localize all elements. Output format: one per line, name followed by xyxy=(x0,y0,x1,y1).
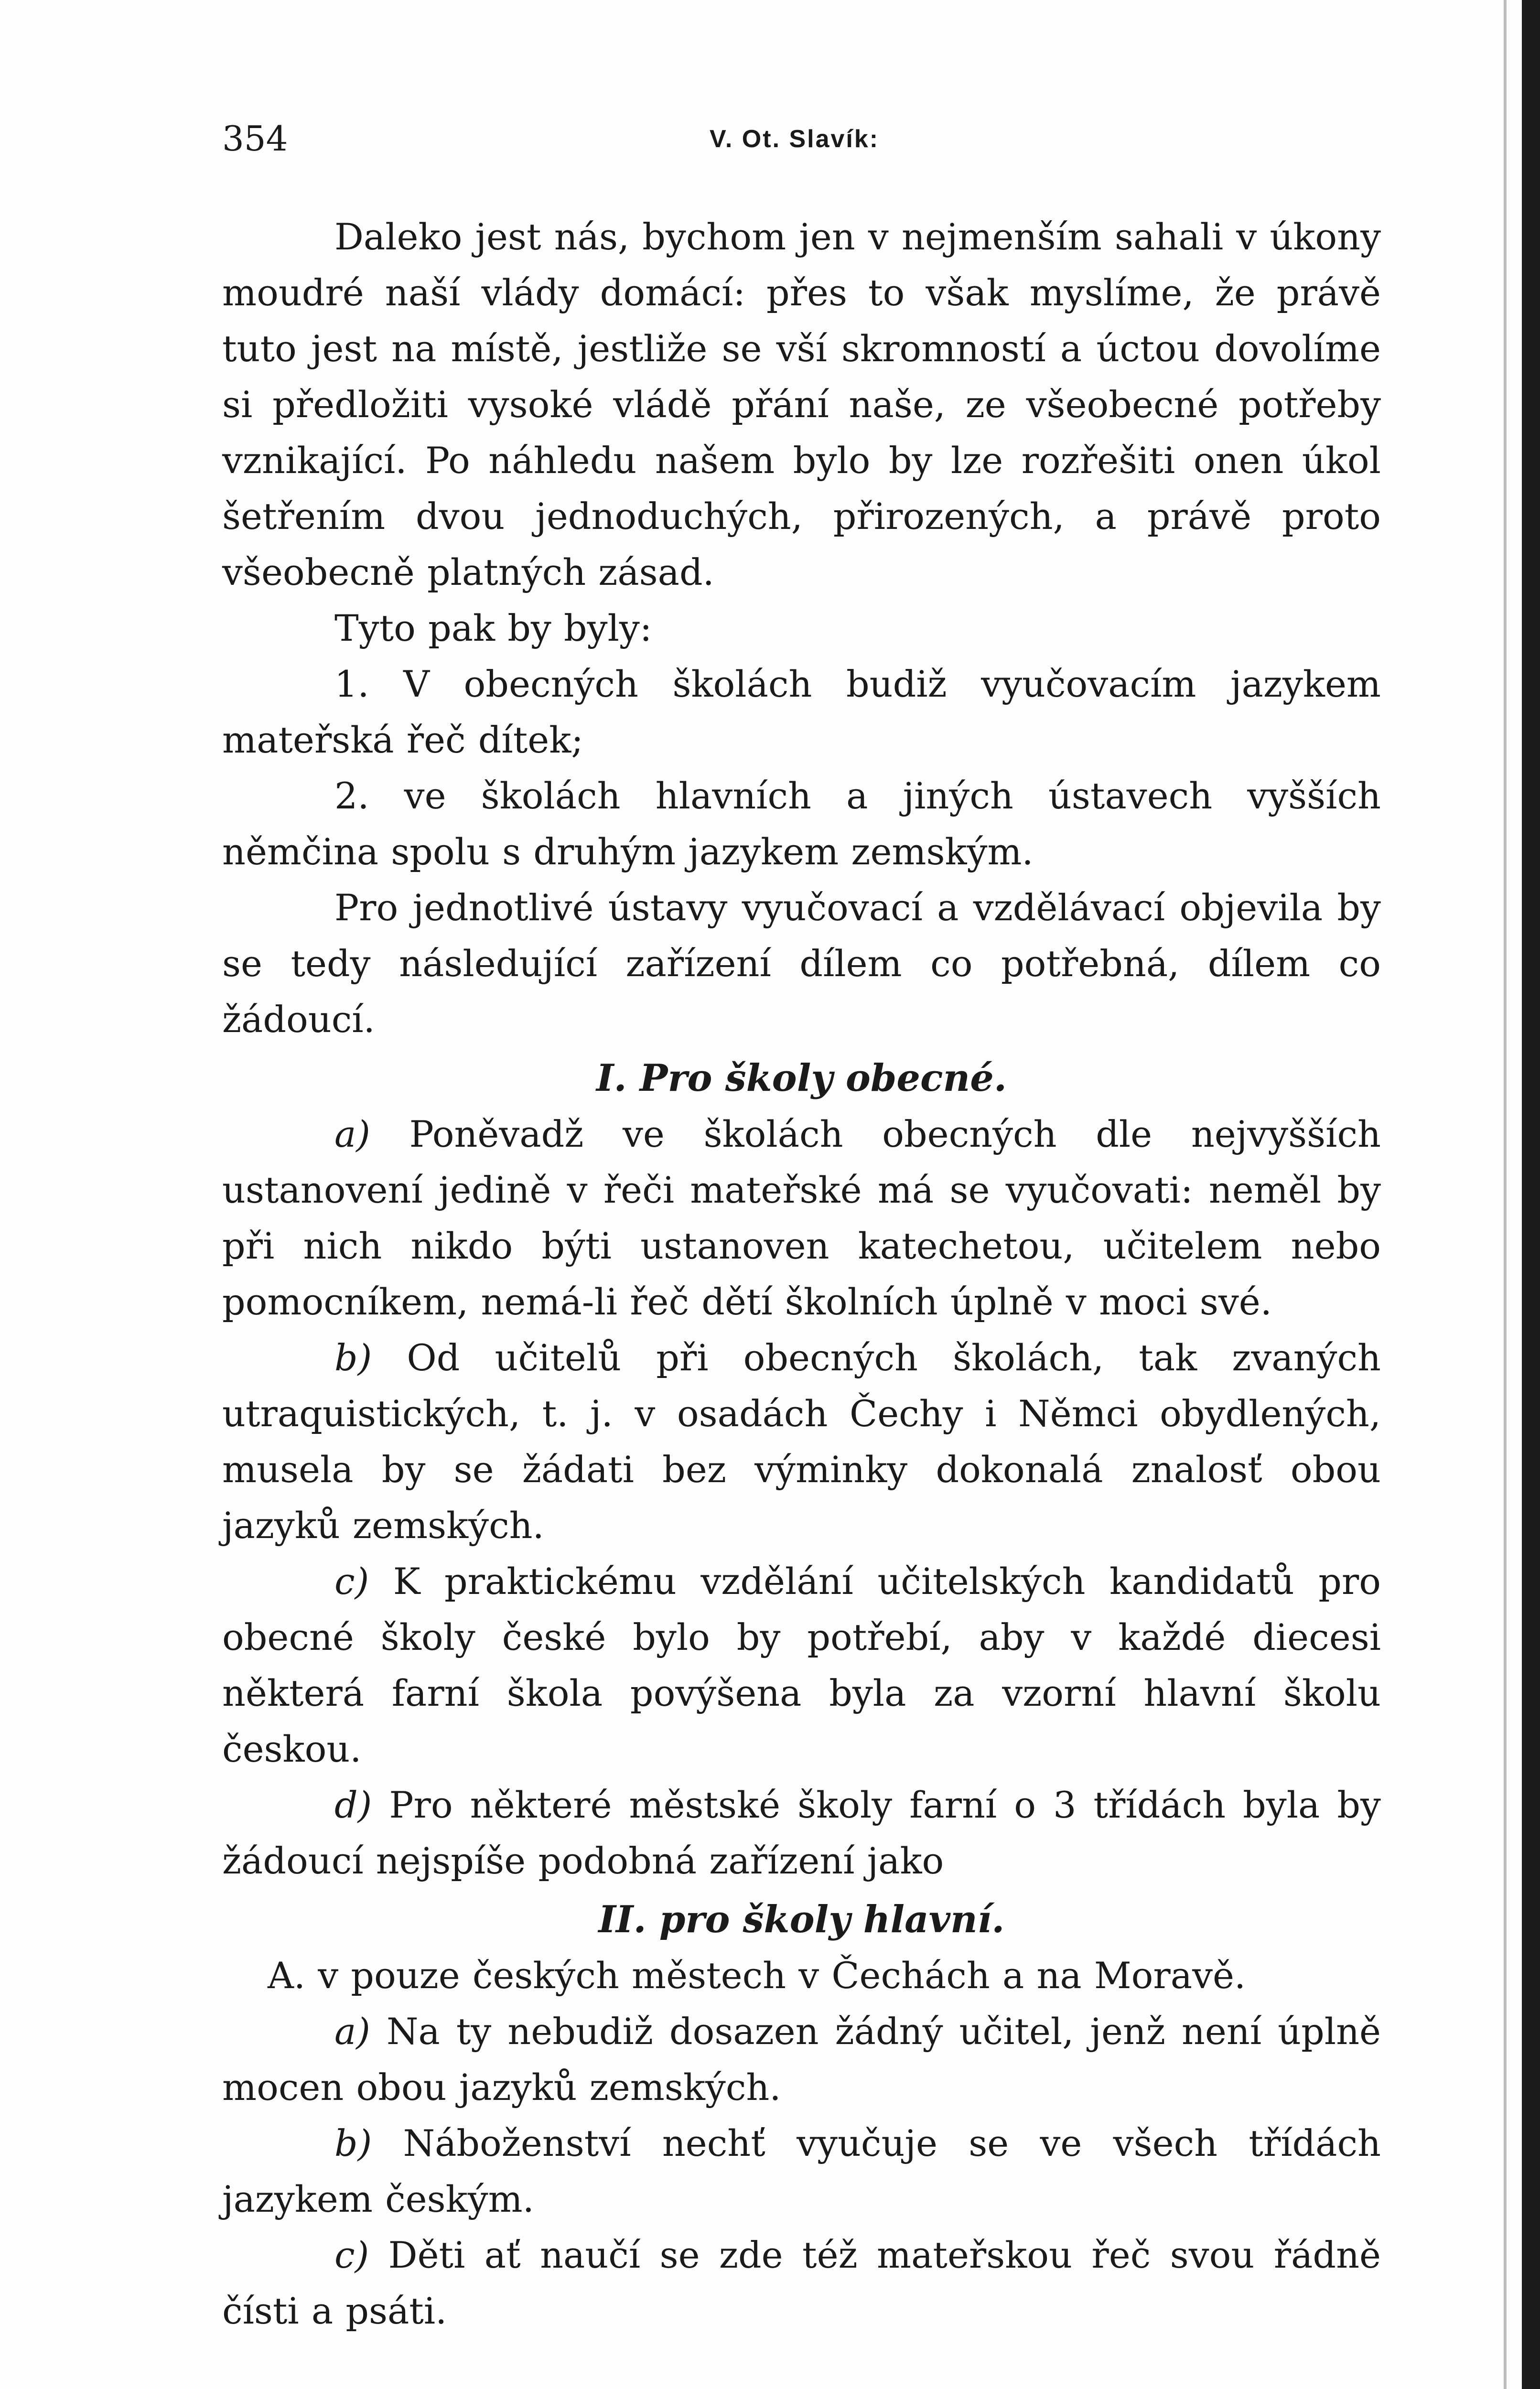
item-text: Pro některé městské školy farní o 3 třídách byla by žádoucí nejspíše podobná zařízení jako xyxy=(222,1784,1381,1882)
page-header xyxy=(222,110,1381,167)
principle-2: 2. ve školách hlavních a jiných ústavech vyšších němčina spolu s druhým jazykem zemským. xyxy=(222,775,1381,873)
item-text: Poněvadž ve školách obecných dle nejvyšších ustanovení jedině v řeči mateřské má se vyučovati: neměl by při nich nikdo býti ustanoven katechetou, učitelem nebo pomocníkem, nemá-li řeč dětí školních úplně v moci své. xyxy=(222,1113,1381,1323)
intro-paragraph-2: Tyto pak by byly: xyxy=(334,607,652,649)
item-text: Děti ať naučí se zde též mateřskou řeč svou řádně čísti a psáti. xyxy=(222,2234,1381,2332)
scan-edge xyxy=(1522,0,1540,2389)
intro-paragraph-3: Pro jednotlivé ústavy vyučovací a vzdělávací objevila by se tedy následující zařízení dílem co potřebná, dílem co žádoucí. xyxy=(222,886,1381,1041)
section-1-item-a xyxy=(222,1106,1381,1330)
section-2-heading: II. pro školy hlavní. xyxy=(598,1898,1005,1941)
item-label: b) xyxy=(334,1336,372,1379)
principle-1: 1. V obecných školách budiž vyučovacím jazykem mateřská řeč dítek; xyxy=(222,663,1381,761)
item-label: a) xyxy=(334,1113,370,1155)
item-label: c) xyxy=(334,1560,369,1603)
scan-edge-line xyxy=(1504,0,1507,2389)
item-text: Náboženství nechť vyučuje se ve všech třídách jazykem českým. xyxy=(222,2122,1381,2220)
section-1-item-c xyxy=(222,1553,1381,1777)
item-label: a) xyxy=(334,2010,370,2053)
section-1-heading: I. Pro školy obecné. xyxy=(596,1056,1007,1100)
item-text: K praktickému vzdělání učitelských kandidatů pro obecné školy české bylo by potřebí, aby v každé diecesi některá farní škola povýšena byla za vzorní hlavní školu českou. xyxy=(222,1560,1381,1770)
item-label: c) xyxy=(334,2234,369,2276)
section-2-item-c xyxy=(222,2227,1381,2339)
body-text xyxy=(222,209,1381,2339)
section-2-item-b xyxy=(222,2115,1381,2227)
section-1-item-d xyxy=(222,1777,1381,1889)
item-label: b) xyxy=(334,2122,372,2164)
item-text: Na ty nebudiž dosazen žádný učitel, jenž není úplně mocen obou jazyků zemských. xyxy=(222,2010,1381,2109)
page-number: 354 xyxy=(222,118,288,159)
section-2-subheading: A. v pouze českých městech v Čechách a na Moravě. xyxy=(268,1954,1246,1997)
intro-paragraph: Daleko jest nás, bychom jen v nejmenším sahali v úkony moudré naší vlády domácí: přes to však myslíme, že právě tuto jest na místě, jestliže se vší skromností a úctou dovolíme si předložiti vysoké vládě přání naše, ze všeobecné potřeby vznikající. Po náhledu našem bylo by lze rozřešiti onen úkol šetřením dvou jednoduchých, přirozených, a právě proto všeobecně platných zásad. xyxy=(222,215,1381,593)
section-1-item-b xyxy=(222,1330,1381,1553)
item-label: d) xyxy=(334,1784,372,1826)
section-2-item-a xyxy=(222,2003,1381,2115)
item-text: Od učitelů při obecných školách, tak zvaných utraquistických, t. j. v osadách Čechy i Němci obydlených, musela by se žádati bez výminky dokonalá znalosť obou jazyků zemských. xyxy=(222,1336,1381,1547)
running-head: V. Ot. Slavík: xyxy=(710,125,880,153)
